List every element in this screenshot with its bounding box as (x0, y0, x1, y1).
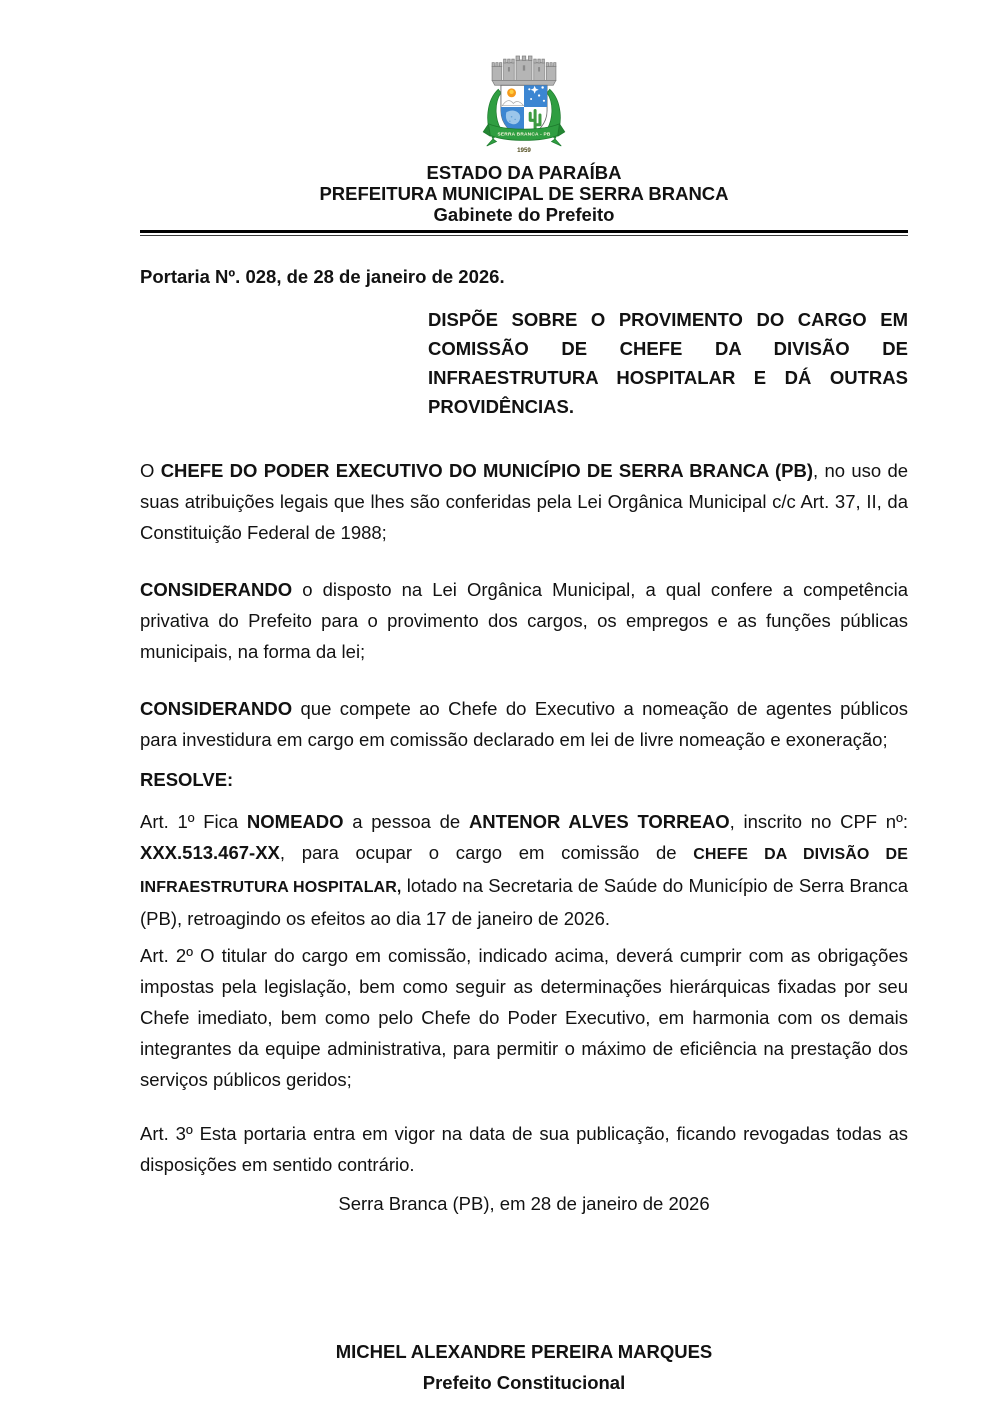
header-office-line: Gabinete do Prefeito (433, 204, 615, 225)
paragraph-preamble: O CHEFE DO PODER EXECUTIVO DO MUNICÍPIO DE SERRA BRANCA (PB), no uso de suas atribuições legais que lhes são conferidas pela Lei Orgânica Municipal c/c Art. 37, II, da Constituição Federal de 1988; (140, 460, 909, 543)
dateline: Serra Branca (PB), em 28 de janeiro de 2026 (338, 1193, 710, 1214)
portaria-title: Portaria Nº. 028, de 28 de janeiro de 2026. (140, 266, 505, 287)
crest-banner-text: SERRA BRANCA - PB (497, 132, 551, 138)
header-municipality-line: PREFEITURA MUNICIPAL DE SERRA BRANCA (319, 183, 729, 204)
municipal-coat-of-arms (140, 52, 908, 162)
document-body (140, 261, 908, 1398)
epigraph: DISPÕE SOBRE O PROVIMENTO DO CARGO EM COMISSÃO DE CHEFE DA DIVISÃO DE INFRAESTRUTURA HOSPITALAR E DÁ OUTRAS PROVIDÊNCIAS. (428, 309, 908, 417)
header-state-line: ESTADO DA PARAÍBA (426, 162, 622, 183)
paragraph-art-2: Art. 2º O titular do cargo em comissão, indicado acima, deverá cumprir com as obrigações impostas pela legislação, bem como seguir as determinações hierárquicas fixadas por seu Chefe imediato, bem como pelo Chefe do Poder Executivo, em harmonia com os demais integrantes da equipe administrativa, para permitir o máximo de eficiência na prestação dos serviços públicos geridos; (140, 945, 908, 1090)
signature-name: MICHEL ALEXANDRE PEREIRA MARQUES (335, 1341, 713, 1362)
paragraph-art-1: Art. 1º Fica NOMEADO a pessoa de ANTENOR ALVES TORREAO, inscrito no CPF nº: XXX.513.467-XX, para ocupar o cargo em comissão de CHEFE DA DIVISÃO DE INFRAESTRUTURA HOSPITALAR, lotado na Secretaria de Saúde do Município de Serra Branca (PB), retroagindo os efeitos ao dia 17 de janeiro de 2026. (140, 811, 908, 929)
crest-year: 1959 (517, 146, 531, 154)
signature-title: Prefeito Constitucional (422, 1372, 626, 1393)
header-divider (140, 230, 908, 236)
paragraph-art-3: Art. 3º Esta portaria entra em vigor na data de sua publicação, ficando revogadas todas as disposições em sentido contrário. (140, 1123, 908, 1175)
resolve-heading: RESOLVE: (140, 769, 234, 790)
paragraph-considerando-2: CONSIDERANDO que compete ao Chefe do Executivo a nomeação de agentes públicos para investidura em cargo em comissão declarado em lei de livre nomeação e exoneração; (140, 698, 908, 750)
mural-crown-icon (492, 56, 556, 85)
paragraph-considerando-1: CONSIDERANDO o disposto na Lei Orgânica Municipal, a qual confere a competência privativa do Prefeito para o provimento dos cargos, os empregos e as funções públicas municipais, na forma da lei; (140, 579, 908, 662)
document-header (140, 0, 908, 236)
coat-of-arms-icon (479, 52, 569, 162)
signature-block (140, 1336, 908, 1398)
